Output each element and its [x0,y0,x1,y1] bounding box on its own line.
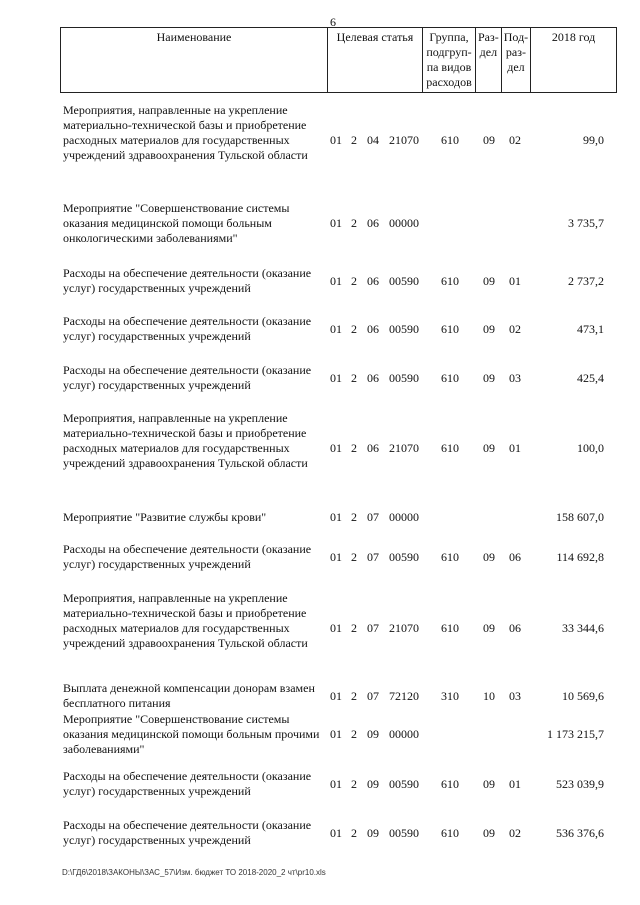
row-c1: 01 [330,274,342,288]
row-group: 310 [441,689,459,703]
row-c4: 00590 [389,274,419,288]
table-row [0,201,640,251]
row-name: Мероприятие "Совершенствование системы оказания медицинской помощи больным прочими заболеваниями" [63,712,320,756]
row-c3: 07 [367,510,379,524]
row-c2: 2 [351,274,357,288]
row-group: 610 [441,777,459,791]
row-c2: 2 [351,216,357,230]
row-c1: 01 [330,510,342,524]
row-c1: 01 [330,727,342,741]
row-c3: 06 [367,274,379,288]
row-podrazdel: 03 [509,371,521,385]
row-name: Выплата денежной компенсации донорам взамен бесплатного питания [63,681,315,710]
row-razdel: 09 [483,133,495,147]
row-c3: 09 [367,826,379,840]
row-name: Расходы на обеспечение деятельности (оказание услуг) государственных учреждений [63,314,312,343]
row-name: Расходы на обеспечение деятельности (оказание услуг) государственных учреждений [63,542,312,571]
row-name: Расходы на обеспечение деятельности (оказание услуг) государственных учреждений [63,818,312,847]
row-podrazdel: 02 [509,133,521,147]
table-row [0,818,640,850]
row-podrazdel: 02 [509,826,521,840]
row-razdel: 09 [483,777,495,791]
row-group: 610 [441,621,459,635]
row-razdel: 09 [483,826,495,840]
row-amount: 99,0 [583,133,604,147]
row-c1: 01 [330,322,342,336]
row-c4: 72120 [389,689,419,703]
row-c1: 01 [330,777,342,791]
row-c4: 00590 [389,371,419,385]
row-amount: 10 569,6 [562,689,604,703]
row-amount: 523 039,9 [556,777,604,791]
row-c3: 06 [367,216,379,230]
row-c4: 00000 [389,727,419,741]
table-row [0,542,640,574]
row-razdel: 10 [483,689,495,703]
row-amount: 114 692,8 [556,550,604,564]
row-podrazdel: 06 [509,550,521,564]
row-name: Расходы на обеспечение деятельности (оказание услуг) государственных учреждений [63,363,312,392]
row-c4: 00590 [389,322,419,336]
row-c3: 07 [367,621,379,635]
row-name: Расходы на обеспечение деятельности (оказание услуг) государственных учреждений [63,769,312,798]
row-c3: 09 [367,727,379,741]
row-c4: 00000 [389,216,419,230]
row-group: 610 [441,441,459,455]
row-c4: 00590 [389,777,419,791]
row-razdel: 09 [483,322,495,336]
table-row [0,769,640,801]
row-group: 610 [441,550,459,564]
row-c3: 09 [367,777,379,791]
header-year: 2018 год [531,28,617,93]
row-c4: 21070 [389,441,419,455]
row-c1: 01 [330,133,342,147]
row-podrazdel: 01 [509,777,521,791]
row-podrazdel: 01 [509,274,521,288]
row-group: 610 [441,322,459,336]
row-podrazdel: 02 [509,322,521,336]
header-razdel: Раз-дел [476,28,502,93]
row-group: 610 [441,826,459,840]
row-c2: 2 [351,727,357,741]
row-name: Мероприятие "Совершенствование системы оказания медицинской помощи больным онкологическими заболеваниями" [63,201,290,245]
header-group: Группа, подгруп-па видов расходов [423,28,476,93]
row-name: Мероприятия, направленные на укрепление материально-технической базы и приобретение расходных материалов для государственных учреждений здравоохранения Тульской области [63,591,308,650]
row-c2: 2 [351,510,357,524]
row-c2: 2 [351,371,357,385]
row-razdel: 09 [483,550,495,564]
row-c3: 06 [367,371,379,385]
table-row [0,591,640,671]
page-number: 6 [330,15,336,29]
row-c4: 00000 [389,510,419,524]
row-podrazdel: 03 [509,689,521,703]
row-c2: 2 [351,550,357,564]
table-row [0,712,640,760]
row-amount: 1 173 215,7 [547,727,604,741]
row-group: 610 [441,274,459,288]
table-row [0,411,640,491]
row-amount: 2 737,2 [568,274,604,288]
row-c3: 04 [367,133,379,147]
row-c4: 00590 [389,550,419,564]
row-c4: 21070 [389,133,419,147]
row-c2: 2 [351,777,357,791]
row-amount: 100,0 [577,441,604,455]
row-c1: 01 [330,216,342,230]
row-amount: 425,4 [577,371,604,385]
row-name: Расходы на обеспечение деятельности (оказание услуг) государственных учреждений [63,266,312,295]
row-razdel: 09 [483,621,495,635]
file-path-footer: D:\ГД6\2018\ЗАКОНЫ\ЗАС_57\Изм. бюджет ТО 2018-2020_2 чт\pr10.xls [62,868,326,877]
row-c1: 01 [330,441,342,455]
table-row [0,681,640,711]
row-c1: 01 [330,550,342,564]
header-name: Наименование [61,28,328,93]
header-target: Целевая статья [328,28,423,93]
header-podrazdel: Под-раз-дел [501,28,530,93]
table-row [0,103,640,183]
row-amount: 158 607,0 [556,510,604,524]
row-c1: 01 [330,689,342,703]
row-c2: 2 [351,441,357,455]
row-c1: 01 [330,826,342,840]
row-c2: 2 [351,826,357,840]
row-razdel: 09 [483,371,495,385]
table-row [0,510,640,526]
row-c2: 2 [351,133,357,147]
table-row [0,314,640,346]
row-c4: 21070 [389,621,419,635]
row-razdel: 09 [483,274,495,288]
row-name: Мероприятия, направленные на укрепление материально-технической базы и приобретение расходных материалов для государственных учреждений здравоохранения Тульской области [63,103,308,162]
row-podrazdel: 06 [509,621,521,635]
row-c1: 01 [330,371,342,385]
table-row [0,266,640,298]
row-name: Мероприятие "Развитие службы крови" [63,510,267,524]
row-c3: 07 [367,550,379,564]
row-c1: 01 [330,621,342,635]
row-c3: 06 [367,441,379,455]
table-row [0,363,640,395]
table-header [60,27,617,93]
row-c4: 00590 [389,826,419,840]
row-amount: 473,1 [577,322,604,336]
row-amount: 33 344,6 [562,621,604,635]
row-podrazdel: 01 [509,441,521,455]
row-c2: 2 [351,621,357,635]
row-razdel: 09 [483,441,495,455]
row-amount: 536 376,6 [556,826,604,840]
row-c3: 06 [367,322,379,336]
row-c2: 2 [351,689,357,703]
row-group: 610 [441,133,459,147]
row-c3: 07 [367,689,379,703]
row-name: Мероприятия, направленные на укрепление материально-технической базы и приобретение расходных материалов для государственных учреждений здравоохранения Тульской области [63,411,308,470]
row-amount: 3 735,7 [568,216,604,230]
row-c2: 2 [351,322,357,336]
row-group: 610 [441,371,459,385]
